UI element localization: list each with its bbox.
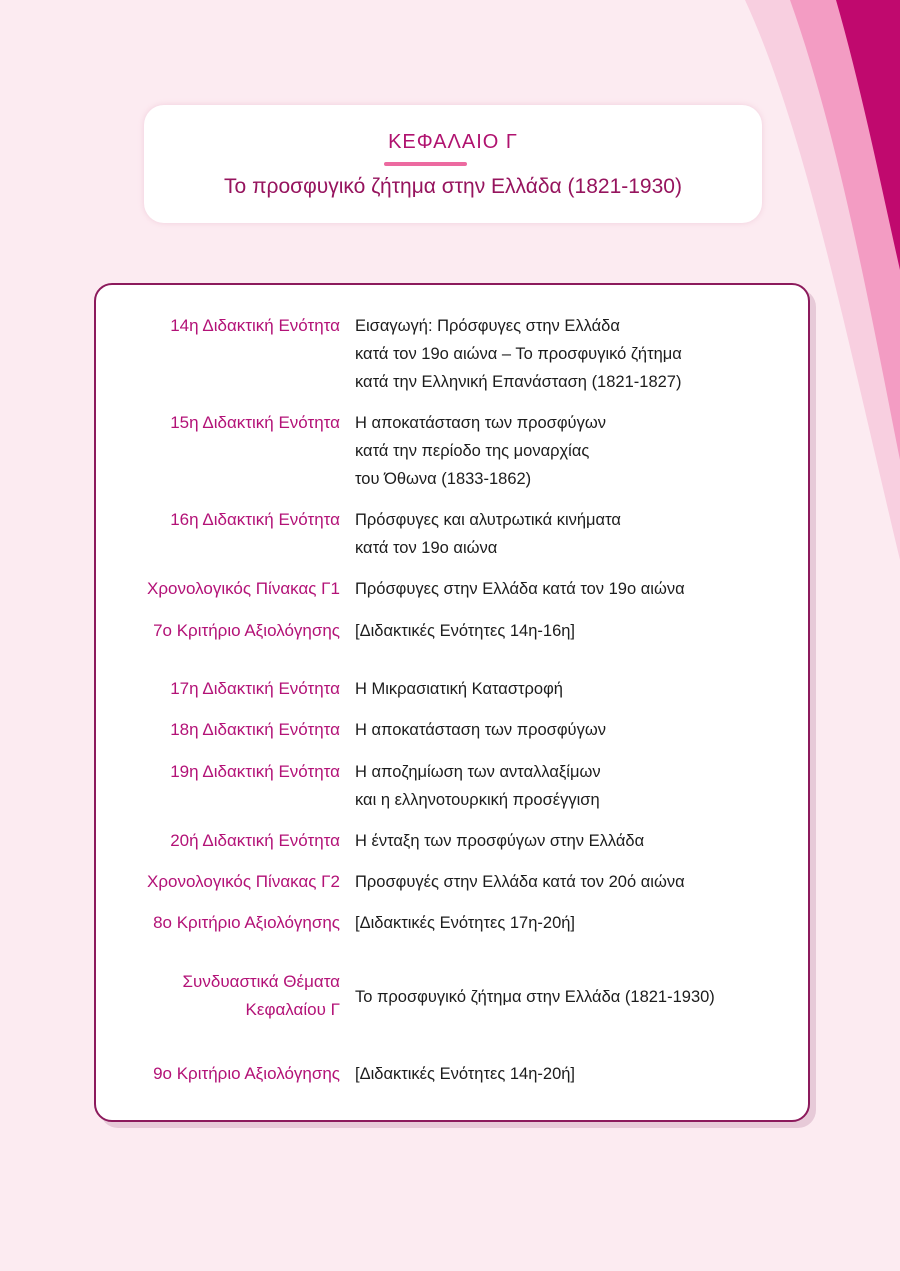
toc-description [355,716,795,744]
toc-label: 20ή Διδακτική Ενότητα [170,831,340,850]
toc-label: 9ο Κριτήριο Αξιολόγησης [153,1064,340,1083]
toc-label: 15η Διδακτική Ενότητα [170,413,340,432]
toc-description [355,909,795,937]
toc-line: Η αποζημίωση των ανταλλαξίμων [355,763,601,781]
table-of-contents [94,283,810,1122]
toc-label: 7ο Κριτήριο Αξιολόγησης [153,621,340,640]
toc-line: Το προσφυγικό ζήτημα στην Ελλάδα (1821-1930) [355,988,715,1006]
toc-line: κατά τον 19ο αιώνα [355,539,498,557]
toc-line: [Διδακτικές Ενότητες 17η-20ή] [355,914,576,932]
toc-description [355,868,795,896]
chapter-label: ΚΕΦΑΛΑΙΟ Γ [388,131,518,153]
toc-label-line: Κεφαλαίου Γ [245,1000,340,1019]
toc-description [355,758,795,814]
toc-line: κατά την Ελληνική Επανάσταση (1821-1827) [355,373,682,391]
toc-description [355,575,795,603]
toc-description [355,983,795,1011]
toc-description [355,1060,795,1088]
toc-line: κατά την περίοδο της μοναρχίας [355,442,590,460]
toc-label-line: Συνδυαστικά Θέματα [182,972,340,991]
toc-label: 14η Διδακτική Ενότητα [170,316,340,335]
toc-label: Χρονολογικός Πίνακας Γ2 [147,872,340,891]
toc-label: 16η Διδακτική Ενότητα [170,510,340,529]
toc-label: 17η Διδακτική Ενότητα [170,679,340,698]
toc-line: Εισαγωγή: Πρόσφυγες στην Ελλάδα [355,317,620,335]
toc-description [355,409,795,493]
toc-line: Η Μικρασιατική Καταστροφή [355,680,563,698]
toc-line: Πρόσφυγες και αλυτρωτικά κινήματα [355,511,621,529]
toc-line: κατά τον 19ο αιώνα – Το προσφυγικό ζήτημα [355,345,682,363]
toc-label: Χρονολογικός Πίνακας Γ1 [147,579,340,598]
toc-line: και η ελληνοτουρκική προσέγγιση [355,791,600,809]
toc-label [96,968,340,1024]
toc-description [355,827,795,855]
toc-line: [Διδακτικές Ενότητες 14η-20ή] [355,1065,576,1083]
toc-label: 19η Διδακτική Ενότητα [170,762,340,781]
toc-label: 18η Διδακτική Ενότητα [170,720,340,739]
toc-description [355,617,795,645]
toc-line: Πρόσφυγες στην Ελλάδα κατά τον 19ο αιώνα [355,580,685,598]
toc-line: Η αποκατάσταση των προσφύγων [355,721,606,739]
toc-description [355,312,795,396]
toc-line: Η αποκατάσταση των προσφύγων [355,414,606,432]
toc-line: [Διδακτικές Ενότητες 14η-16η] [355,622,576,640]
chapter-title-box [144,105,762,223]
toc-line: του Όθωνα (1833-1862) [355,470,532,488]
toc-label: 8ο Κριτήριο Αξιολόγησης [153,913,340,932]
chapter-title: Το προσφυγικό ζήτημα στην Ελλάδα (1821-1930) [224,175,682,198]
toc-line: Προσφυγές στην Ελλάδα κατά τον 20ό αιώνα [355,873,685,891]
toc-description [355,675,795,703]
chapter-underline [384,162,467,166]
toc-description [355,506,795,562]
toc-line: Η ένταξη των προσφύγων στην Ελλάδα [355,832,645,850]
